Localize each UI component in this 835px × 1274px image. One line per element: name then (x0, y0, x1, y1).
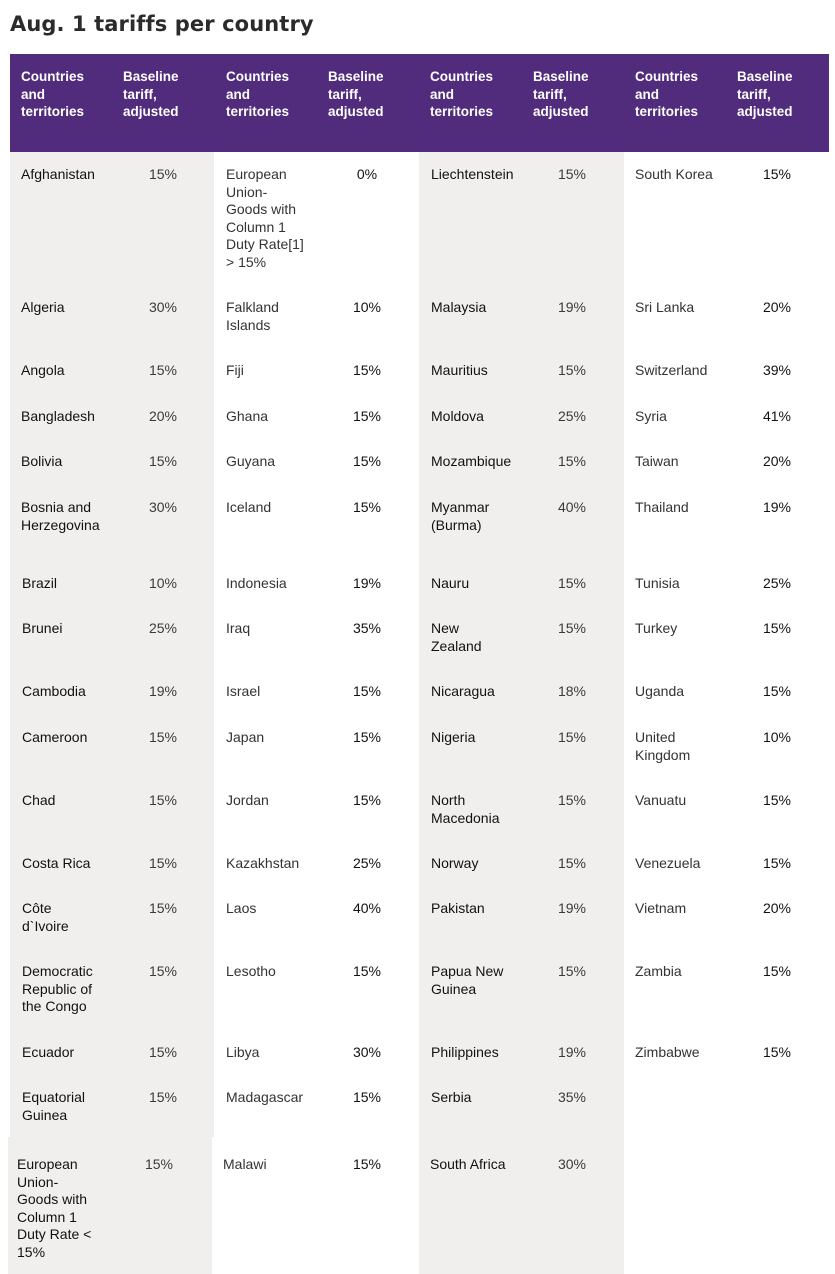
country-name: Falkland Islands (226, 299, 279, 333)
header-tariff-4: Baseline tariff, adjusted (737, 69, 793, 119)
tariff-value: 15% (762, 620, 792, 636)
tariff-value: 19% (557, 299, 587, 315)
country-name: Brazil (22, 575, 58, 591)
country-name: Afghanistan (21, 166, 95, 182)
country-name: Vanuatu (635, 792, 687, 808)
country-name: Costa Rica (22, 855, 91, 871)
table-header (10, 54, 829, 152)
country-name: Thailand (635, 499, 689, 515)
header-countries-2: Countries and territories (226, 69, 290, 119)
tariff-value: 25% (762, 575, 792, 591)
tariff-value: 15% (148, 1089, 178, 1105)
tariff-value: 10% (352, 299, 382, 315)
tariff-value: 15% (148, 729, 178, 745)
tariff-value: 15% (148, 963, 178, 979)
country-name: Brunei (22, 620, 63, 636)
tariff-value: 30% (148, 499, 178, 515)
country-name: Switzerland (635, 362, 708, 378)
tariff-value: 30% (557, 1156, 587, 1172)
country-name: Nicaragua (431, 683, 495, 699)
tariff-value: 19% (557, 900, 587, 916)
tariff-value: 15% (762, 963, 792, 979)
tariff-value: 10% (762, 729, 792, 745)
country-name: South Africa (430, 1156, 506, 1172)
tariff-value: 30% (148, 299, 178, 315)
country-name: Jordan (226, 792, 269, 808)
tariff-value: 18% (557, 683, 587, 699)
tariff-value: 15% (352, 729, 382, 745)
tariff-value: 0% (356, 166, 378, 182)
country-name: Zimbabwe (635, 1044, 700, 1060)
tariff-value: 15% (352, 453, 382, 469)
country-name: Equatorial Guinea (22, 1089, 86, 1123)
tariff-value: 41% (762, 408, 792, 424)
country-name: Ecuador (22, 1044, 75, 1060)
tariff-value: 19% (762, 499, 792, 515)
tariff-value: 25% (148, 620, 178, 636)
tariff-value: 15% (352, 683, 382, 699)
country-name: Moldova (431, 408, 484, 424)
tariff-value: 15% (557, 963, 587, 979)
tariff-value: 15% (148, 362, 178, 378)
country-name: Serbia (431, 1089, 472, 1105)
tariff-value: 40% (557, 499, 587, 515)
country-name: Japan (226, 729, 265, 745)
country-name: New Zealand (431, 620, 482, 654)
tariff-value: 40% (352, 900, 382, 916)
tariff-value: 15% (762, 792, 792, 808)
country-name: Nauru (431, 575, 470, 591)
country-name: Algeria (21, 299, 65, 315)
country-name: Mauritius (431, 362, 488, 378)
tariff-value: 15% (762, 166, 792, 182)
tariff-value: 15% (557, 453, 587, 469)
country-name: Tunisia (635, 575, 680, 591)
country-name: South Korea (635, 166, 713, 182)
country-name: Bosnia and Herzegovina (21, 499, 100, 533)
tariff-value: 15% (352, 362, 382, 378)
country-name: Cameroon (22, 729, 88, 745)
tariff-value: 15% (352, 963, 382, 979)
tariff-value: 15% (352, 1156, 382, 1172)
country-name: Angola (21, 362, 65, 378)
country-name: Norway (431, 855, 479, 871)
tariff-value: 15% (762, 855, 792, 871)
country-name: Israel (226, 683, 261, 699)
tariff-value: 10% (148, 575, 178, 591)
tariff-value: 15% (148, 855, 178, 871)
tariff-value: 15% (557, 855, 587, 871)
country-name: Indonesia (226, 575, 287, 591)
tariff-value: 15% (144, 1156, 174, 1172)
header-countries-4: Countries and territories (635, 69, 699, 119)
country-name: Sri Lanka (635, 299, 695, 315)
country-name: Syria (635, 408, 667, 424)
country-name: Lesotho (226, 963, 276, 979)
tariff-value: 15% (148, 453, 178, 469)
tariff-value: 15% (557, 575, 587, 591)
country-name: Malaysia (431, 299, 487, 315)
tariff-value: 15% (557, 792, 587, 808)
tariff-value: 19% (148, 683, 178, 699)
country-name: Chad (22, 792, 56, 808)
header-tariff-2: Baseline tariff, adjusted (328, 69, 384, 119)
tariff-value: 15% (148, 1044, 178, 1060)
page-title: Aug. 1 tariffs per country (10, 12, 314, 36)
country-name: European Union- Goods with Column 1 Duty Rate[1] > 15% (226, 166, 304, 270)
country-name: Ghana (226, 408, 269, 424)
country-name: Cambodia (22, 683, 86, 699)
country-name: Iceland (226, 499, 272, 515)
tariff-value: 20% (762, 453, 792, 469)
tariff-value: 35% (352, 620, 382, 636)
tariff-value: 25% (352, 855, 382, 871)
country-name: Pakistan (431, 900, 485, 916)
country-name: North Macedonia (431, 792, 500, 826)
country-name: Democratic Republic of the Congo (22, 963, 93, 1014)
tariff-value: 15% (557, 362, 587, 378)
tariff-value: 15% (148, 900, 178, 916)
country-name: Nigeria (431, 729, 476, 745)
tariff-value: 39% (762, 362, 792, 378)
header-countries-3: Countries and territories (430, 69, 494, 119)
country-name: Bolivia (21, 453, 63, 469)
country-name: Venezuela (635, 855, 701, 871)
tariff-value: 15% (148, 166, 178, 182)
country-name: Laos (226, 900, 257, 916)
country-name: Mozambique (431, 453, 512, 469)
country-name: Vietnam (635, 900, 687, 916)
country-name: Liechtenstein (431, 166, 514, 182)
country-name: Bangladesh (21, 408, 95, 424)
tariff-value: 30% (352, 1044, 382, 1060)
header-countries-1: Countries and territories (21, 69, 85, 119)
country-name: Taiwan (635, 453, 679, 469)
country-name: Turkey (635, 620, 678, 636)
country-name: Guyana (226, 453, 276, 469)
country-name: Madagascar (226, 1089, 304, 1105)
header-tariff-3: Baseline tariff, adjusted (533, 69, 589, 119)
country-name: United Kingdom (635, 729, 691, 763)
country-name: Iraq (226, 620, 251, 636)
tariff-value: 15% (557, 166, 587, 182)
country-name: Kazakhstan (226, 855, 300, 871)
tariff-value: 15% (352, 408, 382, 424)
country-name: Libya (226, 1044, 260, 1060)
tariff-value: 15% (557, 620, 587, 636)
country-name: Myanmar (Burma) (431, 499, 490, 533)
tariff-value: 15% (352, 792, 382, 808)
tariff-value: 15% (762, 1044, 792, 1060)
country-name: European Union- Goods with Column 1 Duty Rate < 15% (17, 1156, 92, 1260)
tariff-value: 35% (557, 1089, 587, 1105)
country-name: Fiji (226, 362, 244, 378)
tariff-value: 15% (762, 683, 792, 699)
country-name: Zambia (635, 963, 682, 979)
tariff-value: 15% (557, 729, 587, 745)
header-tariff-1: Baseline tariff, adjusted (123, 69, 179, 119)
tariff-value: 15% (148, 792, 178, 808)
tariff-value: 25% (557, 408, 587, 424)
country-name: Uganda (635, 683, 685, 699)
tariff-value: 19% (557, 1044, 587, 1060)
tariff-value: 20% (762, 900, 792, 916)
country-name: Côte d`Ivoire (22, 900, 69, 934)
tariff-value: 20% (148, 408, 178, 424)
tariff-value: 15% (352, 1089, 382, 1105)
country-name: Philippines (431, 1044, 499, 1060)
tariff-value: 15% (352, 499, 382, 515)
country-name: Malawi (223, 1156, 267, 1172)
country-name: Papua New Guinea (431, 963, 504, 997)
tariff-value: 20% (762, 299, 792, 315)
tariff-value: 19% (352, 575, 382, 591)
